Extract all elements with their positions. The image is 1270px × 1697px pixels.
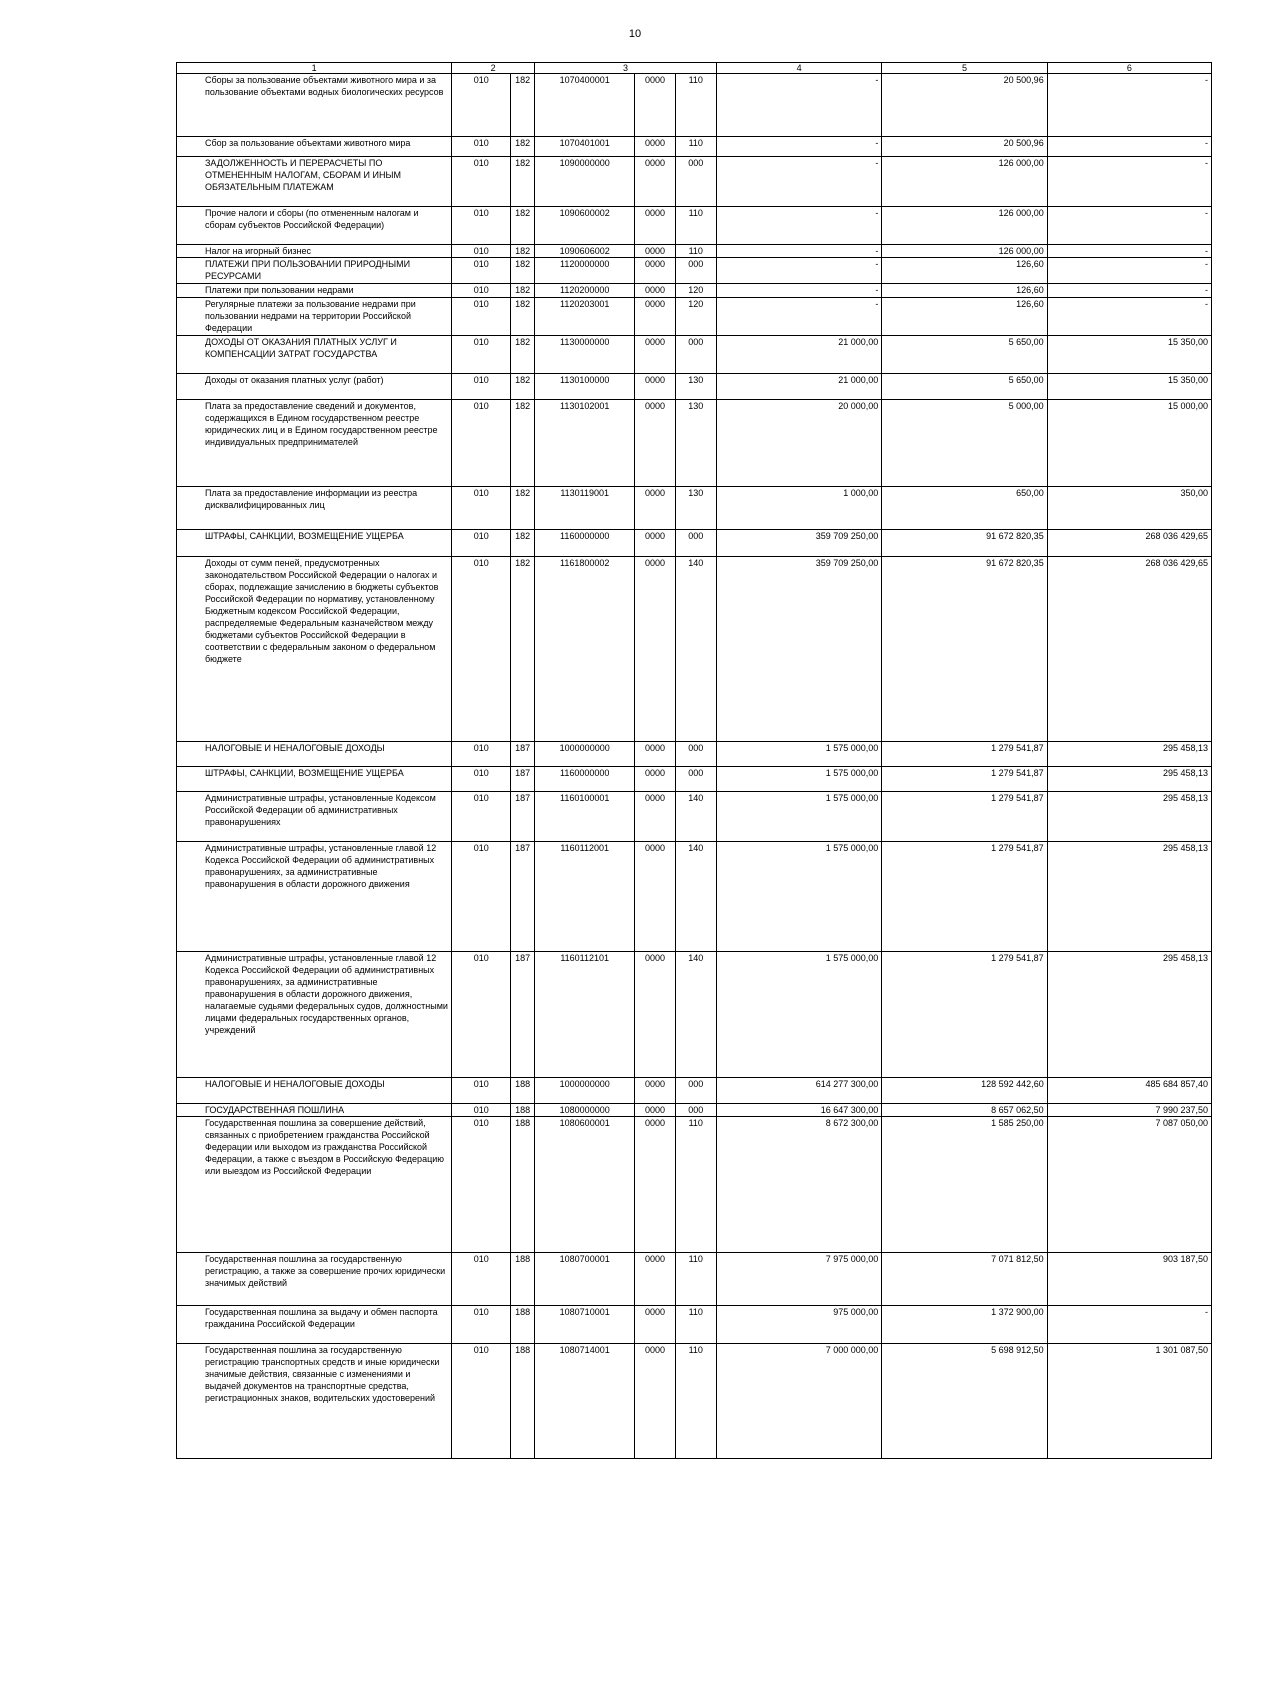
row-value-actual: 5 698 912,50 <box>882 1344 1047 1459</box>
row-code-chapter: 010 <box>452 530 511 557</box>
row-code-admin: 187 <box>511 767 535 792</box>
row-value-remainder: 15 350,00 <box>1047 374 1211 400</box>
row-value-plan: 359 709 250,00 <box>716 530 881 557</box>
column-number-6: 6 <box>1047 63 1211 74</box>
row-value-plan: - <box>716 245 881 258</box>
row-value-plan: - <box>716 157 881 207</box>
row-name: Государственная пошлина за государственную регистрацию, а также за совершение прочих юридически значимых действий <box>177 1253 452 1306</box>
row-value-plan: 16 647 300,00 <box>716 1104 881 1117</box>
row-code-program: 0000 <box>635 530 675 557</box>
row-code-program: 0000 <box>635 137 675 157</box>
row-name: ШТРАФЫ, САНКЦИИ, ВОЗМЕЩЕНИЕ УЩЕРБА <box>177 530 452 557</box>
table-row <box>177 336 1212 374</box>
table-row <box>177 258 1212 284</box>
row-name: Государственная пошлина за совершение действий, связанных с приобретением гражданства Российской Федерации или выходом из гражданства Российской Федерации, а также с въездом в Российскую Федерацию или выездом из Российской Федерации <box>177 1117 452 1253</box>
column-number-row <box>177 63 1212 74</box>
row-value-plan: 1 575 000,00 <box>716 742 881 767</box>
row-code-kosgu: 140 <box>675 842 716 952</box>
row-code-kosgu: 140 <box>675 792 716 842</box>
row-code-kosgu: 000 <box>675 742 716 767</box>
row-code-program: 0000 <box>635 1253 675 1306</box>
row-value-remainder: 295 458,13 <box>1047 792 1211 842</box>
column-number-2: 2 <box>452 63 535 74</box>
row-code-admin: 187 <box>511 792 535 842</box>
row-value-plan: 8 672 300,00 <box>716 1117 881 1253</box>
row-value-plan: 21 000,00 <box>716 374 881 400</box>
row-code-kbk: 1160112101 <box>534 952 634 1078</box>
row-name: Административные штрафы, установленные главой 12 Кодекса Российской Федерации об административных правонарушениях, за административные правонарушения в области дорожного движения, налагаемые судьями федеральных судов, должностными лицами федеральных государственных органов, учреждений <box>177 952 452 1078</box>
row-name: ШТРАФЫ, САНКЦИИ, ВОЗМЕЩЕНИЕ УЩЕРБА <box>177 767 452 792</box>
row-code-kbk: 1130000000 <box>534 336 634 374</box>
row-code-kosgu: 120 <box>675 298 716 336</box>
row-code-kbk: 1090000000 <box>534 157 634 207</box>
row-code-kosgu: 000 <box>675 1104 716 1117</box>
row-code-program: 0000 <box>635 1078 675 1104</box>
row-code-kosgu: 120 <box>675 284 716 298</box>
row-code-chapter: 010 <box>452 157 511 207</box>
row-code-admin: 182 <box>511 374 535 400</box>
row-code-kosgu: 110 <box>675 137 716 157</box>
column-number-4: 4 <box>716 63 881 74</box>
row-value-actual: 126 000,00 <box>882 207 1047 245</box>
row-code-kosgu: 110 <box>675 1253 716 1306</box>
row-code-kosgu: 000 <box>675 336 716 374</box>
row-code-admin: 182 <box>511 336 535 374</box>
row-value-plan: 1 000,00 <box>716 487 881 530</box>
row-code-chapter: 010 <box>452 258 511 284</box>
row-code-kosgu: 130 <box>675 374 716 400</box>
table-row <box>177 742 1212 767</box>
row-code-kosgu: 110 <box>675 1117 716 1253</box>
row-name: Административные штрафы, установленные Кодексом Российской Федерации об административных правонарушениях <box>177 792 452 842</box>
row-value-remainder: 268 036 429,65 <box>1047 530 1211 557</box>
row-value-plan: 20 000,00 <box>716 400 881 487</box>
row-code-chapter: 010 <box>452 400 511 487</box>
row-value-remainder: 295 458,13 <box>1047 742 1211 767</box>
row-code-kosgu: 110 <box>675 74 716 137</box>
row-code-chapter: 010 <box>452 1344 511 1459</box>
row-code-program: 0000 <box>635 1104 675 1117</box>
table-row <box>177 157 1212 207</box>
row-value-remainder: 7 087 050,00 <box>1047 1117 1211 1253</box>
row-value-remainder: 350,00 <box>1047 487 1211 530</box>
row-code-program: 0000 <box>635 1117 675 1253</box>
row-name: НАЛОГОВЫЕ И НЕНАЛОГОВЫЕ ДОХОДЫ <box>177 742 452 767</box>
row-code-chapter: 010 <box>452 792 511 842</box>
row-code-admin: 182 <box>511 207 535 245</box>
row-value-remainder: 295 458,13 <box>1047 767 1211 792</box>
row-code-program: 0000 <box>635 742 675 767</box>
row-code-kbk: 1070400001 <box>534 74 634 137</box>
row-value-plan: - <box>716 137 881 157</box>
row-name: Сбор за пользование объектами животного мира <box>177 137 452 157</box>
table-row <box>177 792 1212 842</box>
row-name: Доходы от оказания платных услуг (работ) <box>177 374 452 400</box>
row-value-actual: 128 592 442,60 <box>882 1078 1047 1104</box>
row-value-plan: 7 000 000,00 <box>716 1344 881 1459</box>
row-code-admin: 188 <box>511 1306 535 1344</box>
row-value-plan: 1 575 000,00 <box>716 842 881 952</box>
row-code-program: 0000 <box>635 1306 675 1344</box>
row-name: Государственная пошлина за государственную регистрацию транспортных средств и иные юридически значимые действия, связанные с изменениями и выдачей документов на транспортные средства, регистрационных знаков, водительских удостоверений <box>177 1344 452 1459</box>
row-value-plan: 975 000,00 <box>716 1306 881 1344</box>
row-value-actual: 126,60 <box>882 284 1047 298</box>
row-code-chapter: 010 <box>452 374 511 400</box>
table-row <box>177 1104 1212 1117</box>
row-code-program: 0000 <box>635 952 675 1078</box>
row-name: Плата за предоставление информации из реестра дисквалифицированных лиц <box>177 487 452 530</box>
budget-table <box>176 62 1212 1459</box>
row-code-admin: 182 <box>511 284 535 298</box>
row-code-admin: 182 <box>511 137 535 157</box>
row-code-kbk: 1080700001 <box>534 1253 634 1306</box>
row-code-program: 0000 <box>635 487 675 530</box>
row-code-kbk: 1080600001 <box>534 1117 634 1253</box>
row-code-kbk: 1130119001 <box>534 487 634 530</box>
row-code-admin: 188 <box>511 1253 535 1306</box>
row-code-kbk: 1161800002 <box>534 557 634 742</box>
row-code-chapter: 010 <box>452 487 511 530</box>
row-code-kbk: 1160000000 <box>534 767 634 792</box>
row-code-kosgu: 110 <box>675 245 716 258</box>
row-value-actual: 8 657 062,50 <box>882 1104 1047 1117</box>
row-name: ПЛАТЕЖИ ПРИ ПОЛЬЗОВАНИИ ПРИРОДНЫМИ РЕСУРСАМИ <box>177 258 452 284</box>
row-value-remainder: 15 350,00 <box>1047 336 1211 374</box>
table-row <box>177 487 1212 530</box>
row-code-admin: 182 <box>511 557 535 742</box>
row-name: Административные штрафы, установленные главой 12 Кодекса Российской Федерации об административных правонарушениях, за административные правонарушения в области дорожного движения <box>177 842 452 952</box>
row-value-remainder: - <box>1047 1306 1211 1344</box>
table-row <box>177 767 1212 792</box>
row-code-kbk: 1090606002 <box>534 245 634 258</box>
table-row <box>177 207 1212 245</box>
row-code-kbk: 1080714001 <box>534 1344 634 1459</box>
row-value-remainder: 295 458,13 <box>1047 952 1211 1078</box>
row-code-kosgu: 110 <box>675 1306 716 1344</box>
row-code-chapter: 010 <box>452 245 511 258</box>
row-code-program: 0000 <box>635 258 675 284</box>
row-code-kosgu: 110 <box>675 1344 716 1459</box>
row-code-kosgu: 110 <box>675 207 716 245</box>
row-value-actual: 1 279 541,87 <box>882 742 1047 767</box>
row-code-kbk: 1160112001 <box>534 842 634 952</box>
row-name: Государственная пошлина за выдачу и обмен паспорта гражданина Российской Федерации <box>177 1306 452 1344</box>
page-number: 10 <box>628 28 642 40</box>
row-code-admin: 188 <box>511 1344 535 1459</box>
row-value-plan: - <box>716 74 881 137</box>
table-row <box>177 1306 1212 1344</box>
row-code-chapter: 010 <box>452 952 511 1078</box>
row-code-chapter: 010 <box>452 557 511 742</box>
row-value-actual: 20 500,96 <box>882 137 1047 157</box>
row-name: Регулярные платежи за пользование недрами при пользовании недрами на территории Российской Федерации <box>177 298 452 336</box>
row-value-plan: 1 575 000,00 <box>716 792 881 842</box>
row-value-actual: 5 650,00 <box>882 374 1047 400</box>
row-value-remainder: - <box>1047 284 1211 298</box>
row-code-program: 0000 <box>635 767 675 792</box>
row-code-kbk: 1000000000 <box>534 742 634 767</box>
row-code-admin: 188 <box>511 1117 535 1253</box>
row-code-chapter: 010 <box>452 1306 511 1344</box>
row-code-kbk: 1070401001 <box>534 137 634 157</box>
row-code-chapter: 010 <box>452 284 511 298</box>
row-name: НАЛОГОВЫЕ И НЕНАЛОГОВЫЕ ДОХОДЫ <box>177 1078 452 1104</box>
row-value-remainder: - <box>1047 157 1211 207</box>
table-row <box>177 74 1212 137</box>
row-name: Платежи при пользовании недрами <box>177 284 452 298</box>
row-value-remainder: 15 000,00 <box>1047 400 1211 487</box>
row-code-kbk: 1160100001 <box>534 792 634 842</box>
row-code-program: 0000 <box>635 245 675 258</box>
row-code-kosgu: 130 <box>675 487 716 530</box>
table-row <box>177 952 1212 1078</box>
row-code-admin: 187 <box>511 742 535 767</box>
row-code-admin: 182 <box>511 258 535 284</box>
row-value-actual: 91 672 820,35 <box>882 557 1047 742</box>
row-value-actual: 5 650,00 <box>882 336 1047 374</box>
row-code-kosgu: 000 <box>675 530 716 557</box>
row-value-plan: 1 575 000,00 <box>716 952 881 1078</box>
row-value-plan: - <box>716 298 881 336</box>
row-code-kosgu: 000 <box>675 1078 716 1104</box>
row-value-plan: 21 000,00 <box>716 336 881 374</box>
row-code-kbk: 1120000000 <box>534 258 634 284</box>
row-code-program: 0000 <box>635 284 675 298</box>
row-name: Налог на игорный бизнес <box>177 245 452 258</box>
table-row <box>177 1253 1212 1306</box>
row-value-remainder: - <box>1047 298 1211 336</box>
row-value-actual: 20 500,96 <box>882 74 1047 137</box>
row-code-chapter: 010 <box>452 137 511 157</box>
table-row <box>177 374 1212 400</box>
row-code-chapter: 010 <box>452 298 511 336</box>
row-code-admin: 187 <box>511 952 535 1078</box>
row-value-remainder: 485 684 857,40 <box>1047 1078 1211 1104</box>
row-code-kbk: 1160000000 <box>534 530 634 557</box>
table-row <box>177 530 1212 557</box>
column-number-3: 3 <box>534 63 716 74</box>
table-row <box>177 298 1212 336</box>
row-code-kbk: 1080000000 <box>534 1104 634 1117</box>
row-code-admin: 187 <box>511 842 535 952</box>
row-code-admin: 182 <box>511 245 535 258</box>
row-value-plan: 359 709 250,00 <box>716 557 881 742</box>
row-value-remainder: - <box>1047 207 1211 245</box>
row-code-admin: 182 <box>511 487 535 530</box>
row-value-actual: 1 585 250,00 <box>882 1117 1047 1253</box>
row-value-remainder: - <box>1047 258 1211 284</box>
row-value-actual: 1 279 541,87 <box>882 792 1047 842</box>
row-name: Доходы от сумм пеней, предусмотренных законодательством Российской Федерации о налогах и сборах, подлежащие зачислению в бюджеты субъектов Российской Федерации по нормативу, установленному Бюджетным кодексом Российской Федерации, распределяемые Федеральным казначейством между бюджетами субъектов Российской Федерации в соответствии с федеральным законом о федеральном бюджете <box>177 557 452 742</box>
row-code-chapter: 010 <box>452 842 511 952</box>
row-code-chapter: 010 <box>452 742 511 767</box>
row-value-actual: 91 672 820,35 <box>882 530 1047 557</box>
row-code-program: 0000 <box>635 207 675 245</box>
row-code-program: 0000 <box>635 157 675 207</box>
column-number-1: 1 <box>177 63 452 74</box>
row-value-actual: 126,60 <box>882 258 1047 284</box>
row-code-program: 0000 <box>635 1344 675 1459</box>
row-value-plan: - <box>716 258 881 284</box>
row-code-chapter: 010 <box>452 74 511 137</box>
row-code-chapter: 010 <box>452 1253 511 1306</box>
row-value-actual: 1 372 900,00 <box>882 1306 1047 1344</box>
table-row <box>177 284 1212 298</box>
row-code-kbk: 1080710001 <box>534 1306 634 1344</box>
row-name: ДОХОДЫ ОТ ОКАЗАНИЯ ПЛАТНЫХ УСЛУГ И КОМПЕНСАЦИИ ЗАТРАТ ГОСУДАРСТВА <box>177 336 452 374</box>
column-number-5: 5 <box>882 63 1047 74</box>
row-code-kbk: 1130100000 <box>534 374 634 400</box>
row-value-remainder: 7 990 237,50 <box>1047 1104 1211 1117</box>
row-code-program: 0000 <box>635 74 675 137</box>
row-value-plan: - <box>716 207 881 245</box>
row-value-actual: 650,00 <box>882 487 1047 530</box>
row-code-admin: 182 <box>511 530 535 557</box>
table-row <box>177 1344 1212 1459</box>
row-code-program: 0000 <box>635 400 675 487</box>
row-value-remainder: 268 036 429,65 <box>1047 557 1211 742</box>
row-value-remainder: 903 187,50 <box>1047 1253 1211 1306</box>
row-code-admin: 182 <box>511 157 535 207</box>
table-row <box>177 245 1212 258</box>
row-code-chapter: 010 <box>452 767 511 792</box>
row-name: Плата за предоставление сведений и документов, содержащихся в Едином государственном реестре юридических лиц и в Едином государственном реестре индивидуальных предпринимателей <box>177 400 452 487</box>
row-code-kbk: 1090600002 <box>534 207 634 245</box>
row-value-remainder: - <box>1047 74 1211 137</box>
row-value-plan: 1 575 000,00 <box>716 767 881 792</box>
row-code-program: 0000 <box>635 298 675 336</box>
row-code-kosgu: 130 <box>675 400 716 487</box>
row-code-kbk: 1130102001 <box>534 400 634 487</box>
row-code-program: 0000 <box>635 792 675 842</box>
row-code-kbk: 1000000000 <box>534 1078 634 1104</box>
table-row <box>177 842 1212 952</box>
table-row <box>177 400 1212 487</box>
row-value-remainder: 295 458,13 <box>1047 842 1211 952</box>
row-value-plan: 614 277 300,00 <box>716 1078 881 1104</box>
table-row <box>177 137 1212 157</box>
row-value-actual: 1 279 541,87 <box>882 842 1047 952</box>
row-value-actual: 7 071 812,50 <box>882 1253 1047 1306</box>
row-code-chapter: 010 <box>452 207 511 245</box>
row-name: ГОСУДАРСТВЕННАЯ ПОШЛИНА <box>177 1104 452 1117</box>
row-code-kosgu: 000 <box>675 258 716 284</box>
row-code-chapter: 010 <box>452 1078 511 1104</box>
row-code-kbk: 1120203001 <box>534 298 634 336</box>
row-code-admin: 182 <box>511 400 535 487</box>
row-value-remainder: - <box>1047 137 1211 157</box>
row-value-plan: 7 975 000,00 <box>716 1253 881 1306</box>
row-value-actual: 1 279 541,87 <box>882 952 1047 1078</box>
row-value-actual: 126 000,00 <box>882 157 1047 207</box>
row-code-program: 0000 <box>635 557 675 742</box>
row-code-admin: 182 <box>511 74 535 137</box>
row-value-actual: 126 000,00 <box>882 245 1047 258</box>
row-value-remainder: 1 301 087,50 <box>1047 1344 1211 1459</box>
row-code-kosgu: 000 <box>675 157 716 207</box>
row-code-program: 0000 <box>635 374 675 400</box>
row-name: Прочие налоги и сборы (по отмененным налогам и сборам субъектов Российской Федерации) <box>177 207 452 245</box>
row-code-kosgu: 140 <box>675 557 716 742</box>
table-row <box>177 557 1212 742</box>
row-code-chapter: 010 <box>452 1104 511 1117</box>
row-code-program: 0000 <box>635 842 675 952</box>
row-value-actual: 5 000,00 <box>882 400 1047 487</box>
row-code-admin: 188 <box>511 1078 535 1104</box>
row-name: ЗАДОЛЖЕННОСТЬ И ПЕРЕРАСЧЕТЫ ПО ОТМЕНЕННЫМ НАЛОГАМ, СБОРАМ И ИНЫМ ОБЯЗАТЕЛЬНЫМ ПЛАТЕЖАМ <box>177 157 452 207</box>
row-value-actual: 1 279 541,87 <box>882 767 1047 792</box>
row-code-admin: 188 <box>511 1104 535 1117</box>
row-value-remainder: - <box>1047 245 1211 258</box>
table-row <box>177 1078 1212 1104</box>
row-value-plan: - <box>716 284 881 298</box>
row-code-program: 0000 <box>635 336 675 374</box>
row-value-actual: 126,60 <box>882 298 1047 336</box>
table-row <box>177 1117 1212 1253</box>
row-code-kosgu: 000 <box>675 767 716 792</box>
row-code-chapter: 010 <box>452 1117 511 1253</box>
row-code-admin: 182 <box>511 298 535 336</box>
row-code-kbk: 1120200000 <box>534 284 634 298</box>
row-code-kosgu: 140 <box>675 952 716 1078</box>
row-code-chapter: 010 <box>452 336 511 374</box>
row-name: Сборы за пользование объектами животного мира и за пользование объектами водных биологических ресурсов <box>177 74 452 137</box>
